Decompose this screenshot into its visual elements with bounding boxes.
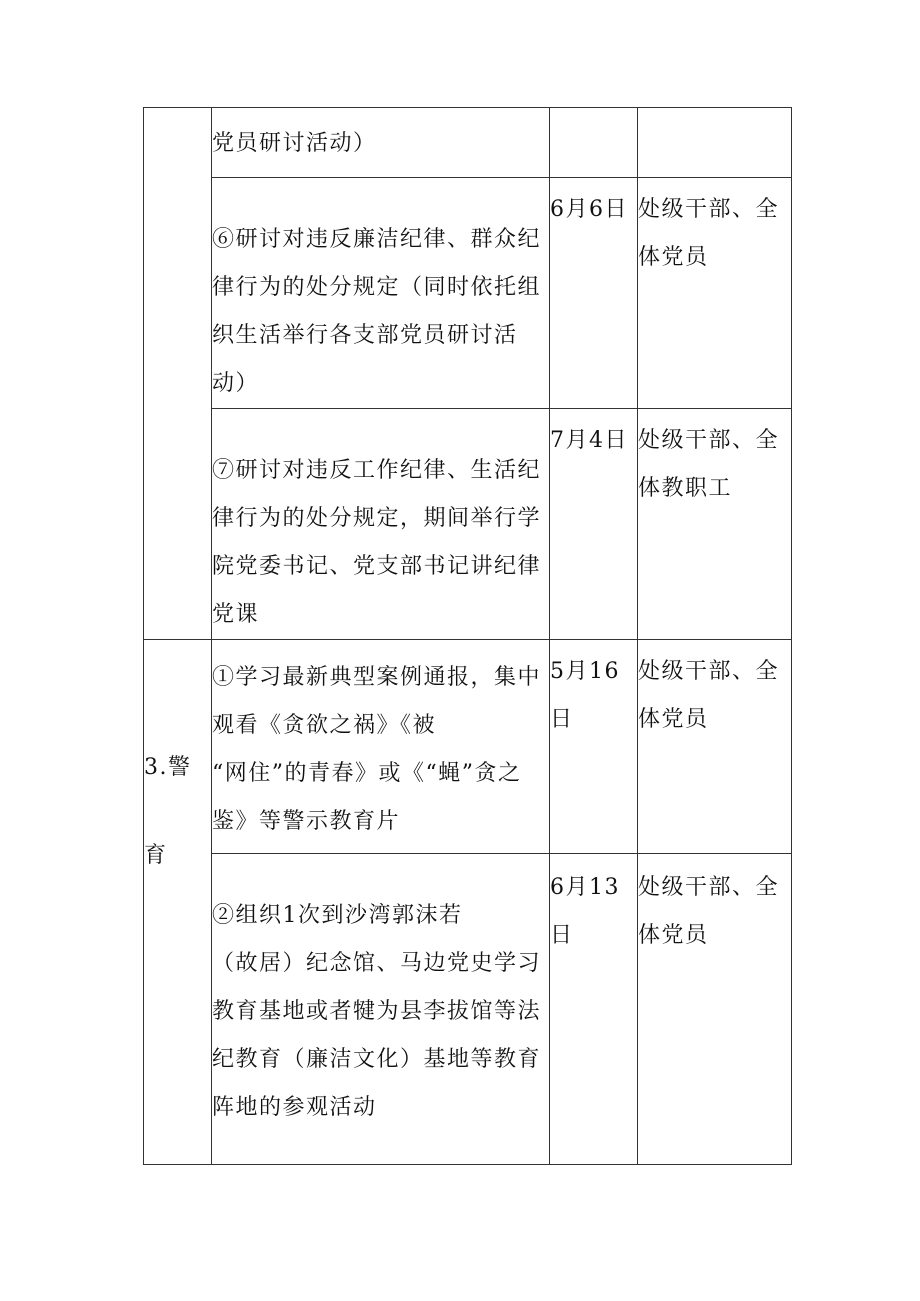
table-row xyxy=(144,854,792,1165)
participants-cell: 处级干部、全体党员 xyxy=(638,178,792,409)
activity-content-cell: ①学习最新典型案例通报，集中观看《贪欲之祸》《被 “网住”的青春》或《“蝇”贪之鉴》等警示教育片 xyxy=(212,640,550,854)
category-cell-empty xyxy=(144,108,212,640)
date-cell: 6月6日 xyxy=(550,178,638,409)
activity-content-cell: 党员研讨活动） xyxy=(212,108,550,178)
category-label-line2: 育 xyxy=(144,843,168,868)
date-cell: 6月13日 xyxy=(550,854,638,1165)
category-label xyxy=(144,696,211,928)
activity-content-cell: ⑦研讨对违反工作纪律、生活纪律行为的处分规定，期间举行学院党委书记、党支部书记讲纪律党课 xyxy=(212,409,550,640)
table-row xyxy=(144,409,792,640)
activity-content-cell: ⑥研讨对违反廉洁纪律、群众纪律行为的处分规定（同时依托组织生活举行各支部党员研讨活动） xyxy=(212,178,550,409)
participants-cell: 处级干部、全体教职工 xyxy=(638,409,792,640)
date-cell xyxy=(550,108,638,178)
table-row xyxy=(144,178,792,409)
activity-content-cell: ②组织1次到沙湾郭沫若 （故居）纪念馆、马边党史学习教育基地或者犍为县李拔馆等法纪教育（廉洁文化）基地等教育阵地的参观活动 xyxy=(212,854,550,1165)
category-label-line1: 3.警 xyxy=(144,755,192,780)
table-row xyxy=(144,108,792,178)
activity-plan-table xyxy=(143,107,792,1165)
table-row xyxy=(144,640,792,854)
participants-cell: 处级干部、全体党员 xyxy=(638,854,792,1165)
category-cell xyxy=(144,640,212,1165)
date-cell: 7月4日 xyxy=(550,409,638,640)
participants-cell xyxy=(638,108,792,178)
participants-cell: 处级干部、全体党员 xyxy=(638,640,792,854)
date-cell: 5月16日 xyxy=(550,640,638,854)
